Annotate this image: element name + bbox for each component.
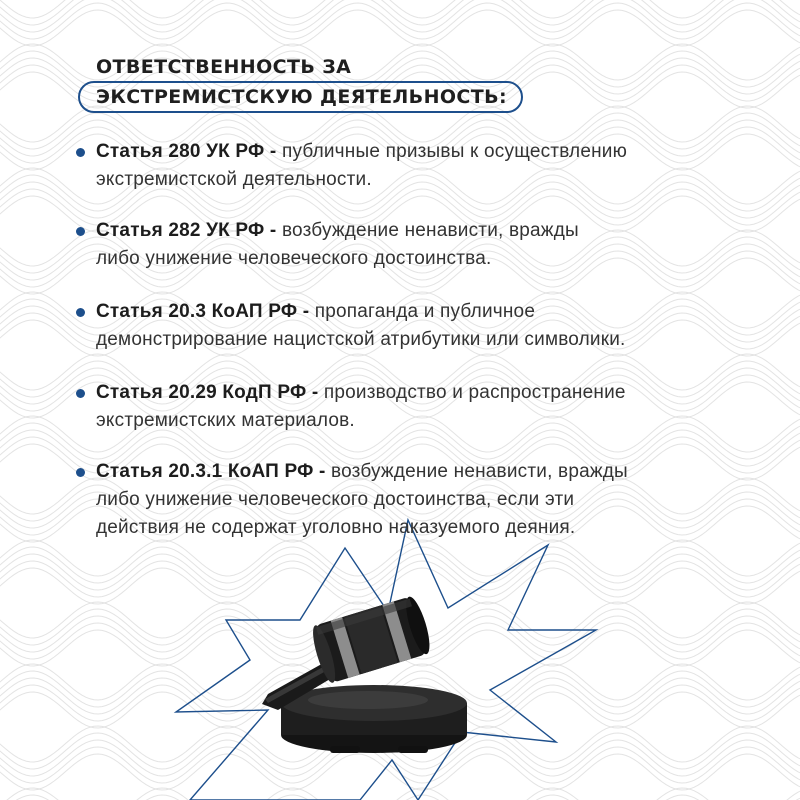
article-description-cont: экстремистских материалов.	[96, 410, 355, 431]
bullet-icon	[76, 389, 85, 398]
bullet-icon	[76, 308, 85, 317]
article-description-cont: демонстрирование нацистской атрибутики или символики.	[96, 329, 626, 350]
list-item	[76, 138, 776, 194]
bullet-icon	[76, 148, 85, 157]
article-description: пропаганда и публичное	[314, 301, 536, 322]
article-description-cont: экстремистской деятельности.	[96, 169, 372, 190]
article-description-cont: действия не содержат уголовно наказуемого деяния.	[96, 517, 576, 538]
title-line-1: ОТВЕТСТВЕННОСТЬ ЗА	[96, 56, 352, 78]
article-description: возбуждение ненависти, вражды	[331, 461, 628, 482]
title-line-2: ЭКСТРЕМИСТСКУЮ ДЕЯТЕЛЬНОСТЬ:	[96, 86, 508, 108]
article-description: производство и распространение	[323, 382, 626, 403]
list-item	[76, 298, 776, 354]
page-title	[78, 54, 523, 113]
article-title: Статья 20.3 КоАП РФ -	[96, 301, 310, 322]
bullet-icon	[76, 227, 85, 236]
article-description: возбуждение ненависти, вражды	[281, 220, 579, 241]
bullet-icon	[76, 468, 85, 477]
list-item	[76, 217, 776, 273]
gavel-icon	[262, 594, 467, 753]
list-item	[76, 458, 776, 542]
title-pill	[78, 81, 523, 113]
list-item	[76, 379, 776, 435]
article-title: Статья 280 УК РФ -	[96, 141, 277, 162]
article-description-cont: либо унижение человеческого достоинства.	[96, 248, 492, 269]
article-description: публичные призывы к осуществлению	[281, 141, 628, 162]
article-title: Статья 282 УК РФ -	[96, 220, 277, 241]
article-description-cont: либо унижение человеческого достоинства, если эти	[96, 489, 575, 510]
article-title: Статья 20.29 КодП РФ -	[96, 382, 319, 403]
article-title: Статья 20.3.1 КоАП РФ -	[96, 461, 326, 482]
